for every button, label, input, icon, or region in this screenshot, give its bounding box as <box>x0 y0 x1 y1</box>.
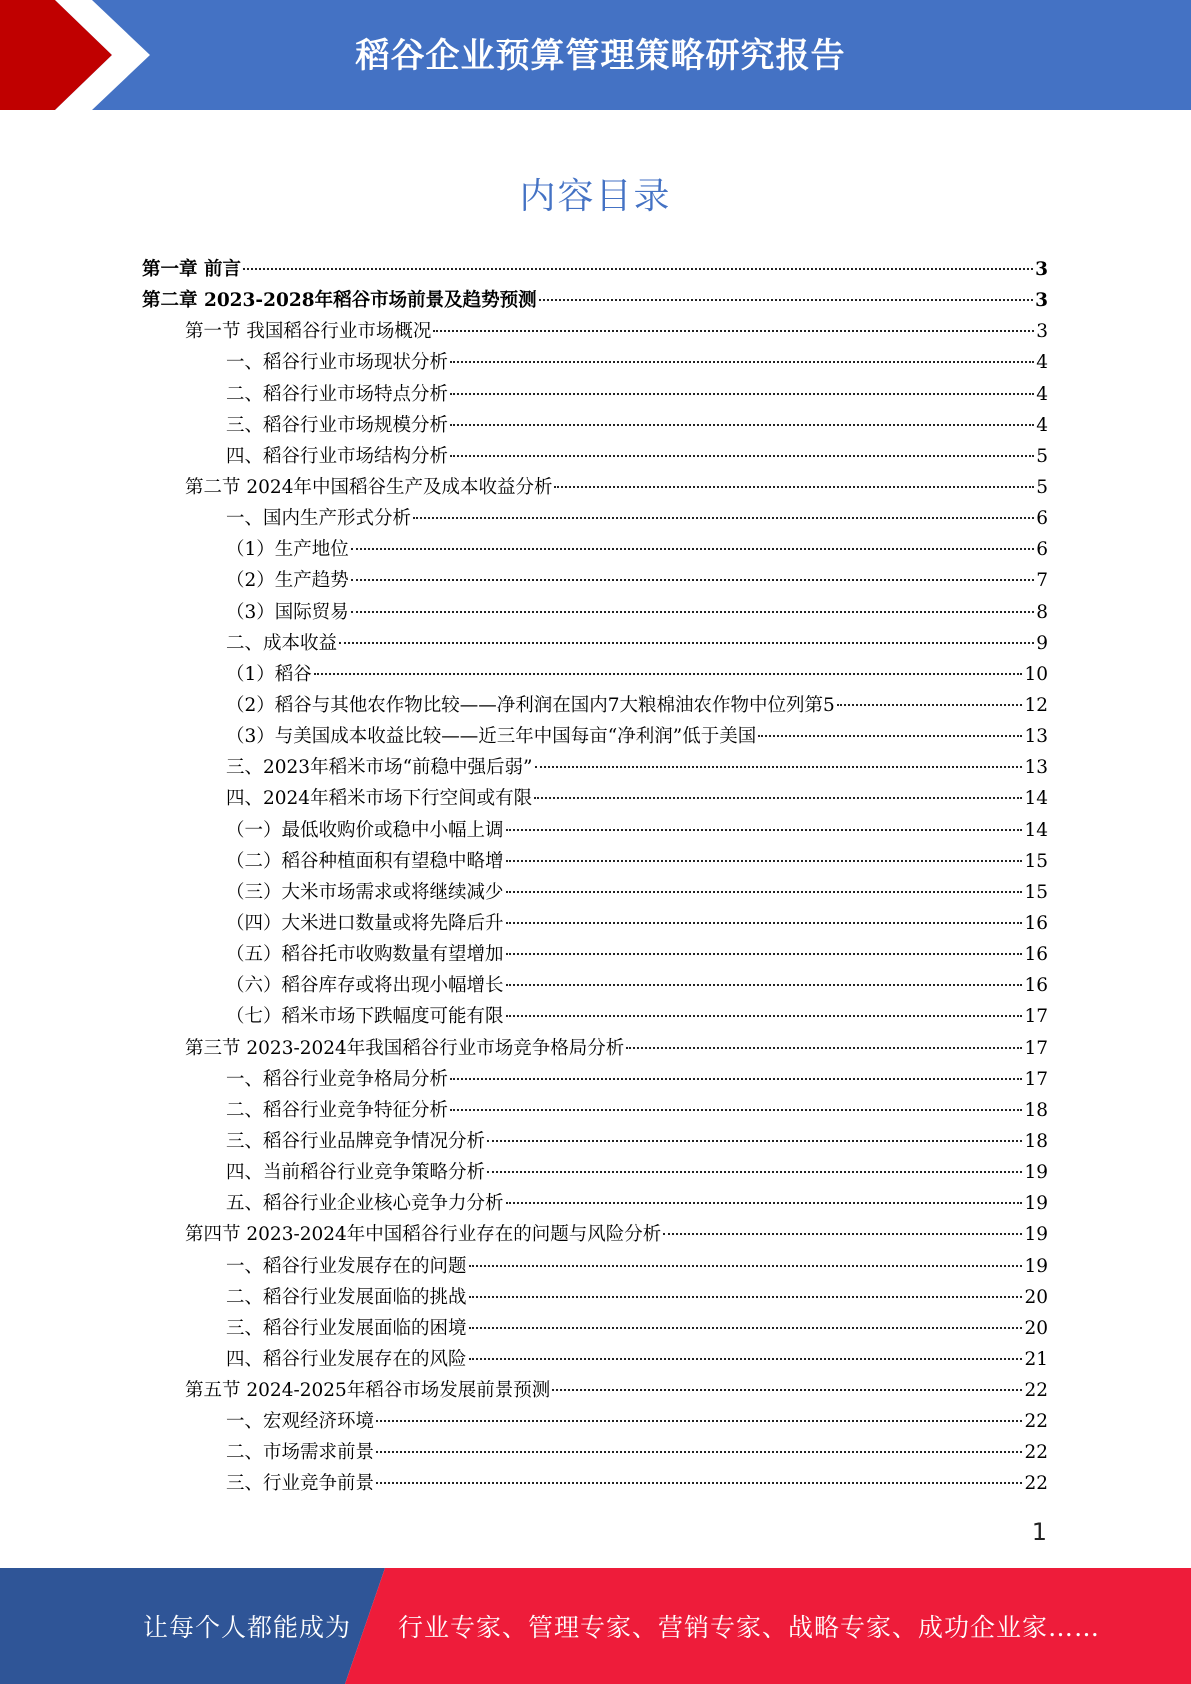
footer-banner <box>0 1568 1191 1684</box>
toc-leader-dots <box>243 268 1033 270</box>
toc-entry[interactable] <box>142 877 1048 908</box>
toc-entry-page: 17 <box>1024 1006 1048 1028</box>
toc-entry-page: 4 <box>1036 414 1048 436</box>
footer-slogan-right: 行业专家、管理专家、营销专家、战略专家、成功企业家…… <box>398 1613 1101 1642</box>
toc-entry[interactable] <box>142 597 1048 628</box>
toc-entry-page: 6 <box>1036 508 1048 530</box>
toc-entry[interactable] <box>142 1219 1048 1250</box>
toc-entry-page: 19 <box>1024 1162 1048 1184</box>
toc-entry[interactable] <box>142 1126 1048 1157</box>
toc-leader-dots <box>450 393 1034 395</box>
toc-heading: 内容目录 <box>519 176 672 217</box>
toc-entry-title: 一、国内生产形式分析 <box>226 508 412 530</box>
toc-entry[interactable] <box>142 410 1048 441</box>
toc-entry-page: 10 <box>1024 663 1048 685</box>
toc-entry-title: 二、成本收益 <box>226 632 338 654</box>
toc-entry-page: 22 <box>1024 1473 1048 1495</box>
header-banner <box>0 0 1191 110</box>
toc-entry-title: 第一节 我国稻谷行业市场概况 <box>185 321 432 343</box>
toc-entry-title: 三、稻谷行业品牌竞争情况分析 <box>226 1130 486 1152</box>
toc-entry[interactable] <box>142 472 1048 503</box>
toc-leader-dots <box>837 704 1023 706</box>
toc-leader-dots <box>626 1047 1022 1049</box>
toc-entry-page: 21 <box>1024 1348 1048 1370</box>
toc-entry-title: 三、2023年稻米市场“前稳中强后弱” <box>226 757 533 779</box>
toc-entry-title: 三、稻谷行业发展面临的困境 <box>226 1317 467 1339</box>
toc-entry-title: 第二节 2024年中国稻谷生产及成本收益分析 <box>185 476 553 498</box>
toc-leader-dots <box>433 330 1034 332</box>
toc-entry-title: （二）稻谷种植面积有望稳中略增 <box>226 850 504 872</box>
toc-entry-page: 17 <box>1024 1068 1048 1090</box>
toc-entry[interactable] <box>142 534 1048 565</box>
toc-entry-title: （五）稻谷托市收购数量有望增加 <box>226 944 504 966</box>
toc-leader-dots <box>413 517 1034 519</box>
toc-entry[interactable] <box>142 347 1048 378</box>
page-number: 1 <box>1031 1518 1047 1546</box>
toc-leader-dots <box>450 424 1034 426</box>
toc-entry-page: 9 <box>1036 632 1048 654</box>
toc-entry-title: （3）国际贸易 <box>226 601 349 623</box>
toc-leader-dots <box>552 1389 1022 1391</box>
toc-entry[interactable] <box>142 659 1048 690</box>
toc-entry[interactable] <box>142 1188 1048 1219</box>
toc-entry-title: 一、宏观经济环境 <box>226 1411 375 1433</box>
toc-entry-page: 17 <box>1024 1037 1048 1059</box>
toc-entry[interactable] <box>142 908 1048 939</box>
toc-entry[interactable] <box>142 846 1048 877</box>
toc-leader-dots <box>351 579 1034 581</box>
toc-entry-title: （六）稻谷库存或将出现小幅增长 <box>226 975 504 997</box>
toc-entry-page: 22 <box>1024 1411 1048 1433</box>
toc-entry-title: （1）生产地位 <box>226 539 349 561</box>
toc-entry[interactable] <box>142 503 1048 534</box>
toc-entry-title: （四）大米进口数量或将先降后升 <box>226 912 504 934</box>
toc-entry[interactable] <box>142 379 1048 410</box>
toc-entry[interactable] <box>142 1468 1048 1499</box>
toc-leader-dots <box>339 642 1034 644</box>
toc-entry-page: 19 <box>1024 1224 1048 1246</box>
toc-leader-dots <box>314 673 1023 675</box>
toc-entry-page: 22 <box>1024 1380 1048 1402</box>
toc-entry-page: 19 <box>1024 1255 1048 1277</box>
toc-leader-dots <box>506 984 1023 986</box>
toc-leader-dots <box>450 1078 1022 1080</box>
toc-entry-title: （2）稻谷与其他农作物比较——净利润在国内7大粮棉油农作物中位列第5 <box>226 694 835 716</box>
toc-entry-title: 五、稻谷行业企业核心竞争力分析 <box>226 1193 504 1215</box>
toc-entry[interactable] <box>142 690 1048 721</box>
toc-entry-title: （2）生产趋势 <box>226 570 349 592</box>
toc-leader-dots <box>506 953 1023 955</box>
toc-entry-title: 第一章 前言 <box>142 259 241 280</box>
toc-entry[interactable] <box>142 1157 1048 1188</box>
toc-entry-page: 3 <box>1036 321 1048 343</box>
toc-entry-title: 一、稻谷行业发展存在的问题 <box>226 1255 467 1277</box>
toc-entry-page: 5 <box>1036 476 1048 498</box>
toc-entry[interactable] <box>142 441 1048 472</box>
toc-leader-dots <box>758 735 1022 737</box>
toc-entry-page: 18 <box>1024 1130 1048 1152</box>
toc-leader-dots <box>534 797 1022 799</box>
toc-leader-dots <box>663 1233 1022 1235</box>
toc-entry[interactable] <box>142 939 1048 970</box>
toc-entry[interactable] <box>142 1406 1048 1437</box>
toc-entry-page: 20 <box>1024 1317 1048 1339</box>
toc-entry-page: 13 <box>1024 757 1048 779</box>
toc-entry-title: 四、稻谷行业市场结构分析 <box>226 445 449 467</box>
toc-entry[interactable] <box>142 721 1048 752</box>
toc-leader-dots <box>506 860 1023 862</box>
toc-entry-title: （三）大米市场需求或将继续减少 <box>226 881 504 903</box>
toc-entry-page: 4 <box>1036 352 1048 374</box>
toc-leader-dots <box>376 1420 1022 1422</box>
toc-entry[interactable] <box>142 628 1048 659</box>
toc-entry-title: 一、稻谷行业竞争格局分析 <box>226 1068 449 1090</box>
toc-entry-page: 20 <box>1024 1286 1048 1308</box>
table-of-contents <box>142 254 1048 1500</box>
toc-entry-title: 三、稻谷行业市场规模分析 <box>226 414 449 436</box>
toc-entry[interactable] <box>142 565 1048 596</box>
toc-leader-dots <box>469 1296 1023 1298</box>
toc-entry-page: 22 <box>1024 1442 1048 1464</box>
toc-entry[interactable] <box>142 316 1048 347</box>
report-title: 稻谷企业预算管理策略研究报告 <box>355 36 846 76</box>
toc-entry[interactable] <box>142 254 1048 285</box>
toc-entry-page: 3 <box>1035 259 1048 280</box>
toc-leader-dots <box>506 1015 1023 1017</box>
toc-leader-dots <box>450 1109 1022 1111</box>
toc-entry-page: 15 <box>1024 850 1048 872</box>
toc-entry[interactable] <box>142 1282 1048 1313</box>
toc-entry-title: （一）最低收购价或稳中小幅上调 <box>226 819 504 841</box>
toc-entry[interactable] <box>142 752 1048 783</box>
toc-entry[interactable] <box>142 970 1048 1001</box>
toc-entry-title: 第二章 2023-2028年稻谷市场前景及趋势预测 <box>142 290 537 312</box>
toc-entry-page: 12 <box>1024 694 1048 716</box>
toc-entry-title: （3）与美国成本收益比较——近三年中国每亩“净利润”低于美国 <box>226 726 757 748</box>
toc-entry[interactable] <box>142 1313 1048 1344</box>
toc-leader-dots <box>469 1358 1023 1360</box>
toc-leader-dots <box>450 361 1034 363</box>
toc-leader-dots <box>351 548 1034 550</box>
toc-leader-dots <box>351 611 1034 613</box>
toc-leader-dots <box>450 455 1034 457</box>
toc-entry-title: 一、稻谷行业市场现状分析 <box>226 352 449 374</box>
toc-entry-page: 16 <box>1024 912 1048 934</box>
toc-leader-dots <box>554 486 1034 488</box>
toc-entry-title: 四、2024年稻米市场下行空间或有限 <box>226 788 533 810</box>
toc-entry-title: 第四节 2023-2024年中国稻谷行业存在的问题与风险分析 <box>185 1224 662 1246</box>
toc-entry-page: 5 <box>1036 445 1048 467</box>
toc-leader-dots <box>469 1265 1023 1267</box>
toc-leader-dots <box>535 766 1023 768</box>
toc-entry-title: 四、稻谷行业发展存在的风险 <box>226 1348 467 1370</box>
toc-entry[interactable] <box>142 1251 1048 1282</box>
toc-entry[interactable] <box>142 783 1048 814</box>
toc-entry-page: 7 <box>1036 570 1048 592</box>
toc-entry[interactable] <box>142 1001 1048 1032</box>
toc-leader-dots <box>376 1451 1022 1453</box>
toc-entry-page: 14 <box>1024 788 1048 810</box>
toc-entry-page: 6 <box>1036 539 1048 561</box>
toc-entry-page: 13 <box>1024 726 1048 748</box>
toc-entry-title: 二、市场需求前景 <box>226 1442 375 1464</box>
toc-leader-dots <box>469 1327 1023 1329</box>
toc-entry-page: 8 <box>1036 601 1048 623</box>
toc-entry-page: 14 <box>1024 819 1048 841</box>
toc-entry[interactable] <box>142 1033 1048 1064</box>
toc-entry[interactable] <box>142 1437 1048 1468</box>
toc-entry-page: 16 <box>1024 975 1048 997</box>
toc-entry-title: 第三节 2023-2024年我国稻谷行业市场竞争格局分析 <box>185 1037 625 1059</box>
toc-entry-page: 18 <box>1024 1099 1048 1121</box>
toc-leader-dots <box>506 922 1023 924</box>
toc-leader-dots <box>487 1140 1022 1142</box>
toc-leader-dots <box>506 1202 1023 1204</box>
footer-slogan-left: 让每个人都能成为 <box>143 1613 352 1642</box>
toc-entry[interactable] <box>142 1375 1048 1406</box>
toc-leader-dots <box>506 829 1023 831</box>
toc-entry-page: 4 <box>1036 383 1048 405</box>
toc-entry-title: 二、稻谷行业市场特点分析 <box>226 383 449 405</box>
toc-leader-dots <box>487 1171 1022 1173</box>
toc-entry-title: 第五节 2024-2025年稻谷市场发展前景预测 <box>185 1380 551 1402</box>
toc-entry[interactable] <box>142 815 1048 846</box>
toc-entry[interactable] <box>142 1344 1048 1375</box>
toc-entry-title: 三、行业竞争前景 <box>226 1473 375 1495</box>
toc-entry-page: 15 <box>1024 881 1048 903</box>
toc-entry-title: （1）稻谷 <box>226 663 312 685</box>
toc-entry-title: 二、稻谷行业发展面临的挑战 <box>226 1286 467 1308</box>
toc-entry[interactable] <box>142 1095 1048 1126</box>
toc-leader-dots <box>539 299 1034 301</box>
toc-leader-dots <box>506 891 1023 893</box>
toc-entry-title: 二、稻谷行业竞争特征分析 <box>226 1099 449 1121</box>
toc-entry-page: 16 <box>1024 944 1048 966</box>
toc-entry[interactable] <box>142 285 1048 316</box>
toc-entry-title: 四、当前稻谷行业竞争策略分析 <box>226 1162 486 1184</box>
toc-leader-dots <box>376 1482 1022 1484</box>
toc-entry-title: （七）稻米市场下跌幅度可能有限 <box>226 1006 504 1028</box>
toc-entry[interactable] <box>142 1064 1048 1095</box>
toc-entry-page: 3 <box>1035 290 1048 312</box>
toc-entry-page: 19 <box>1024 1193 1048 1215</box>
